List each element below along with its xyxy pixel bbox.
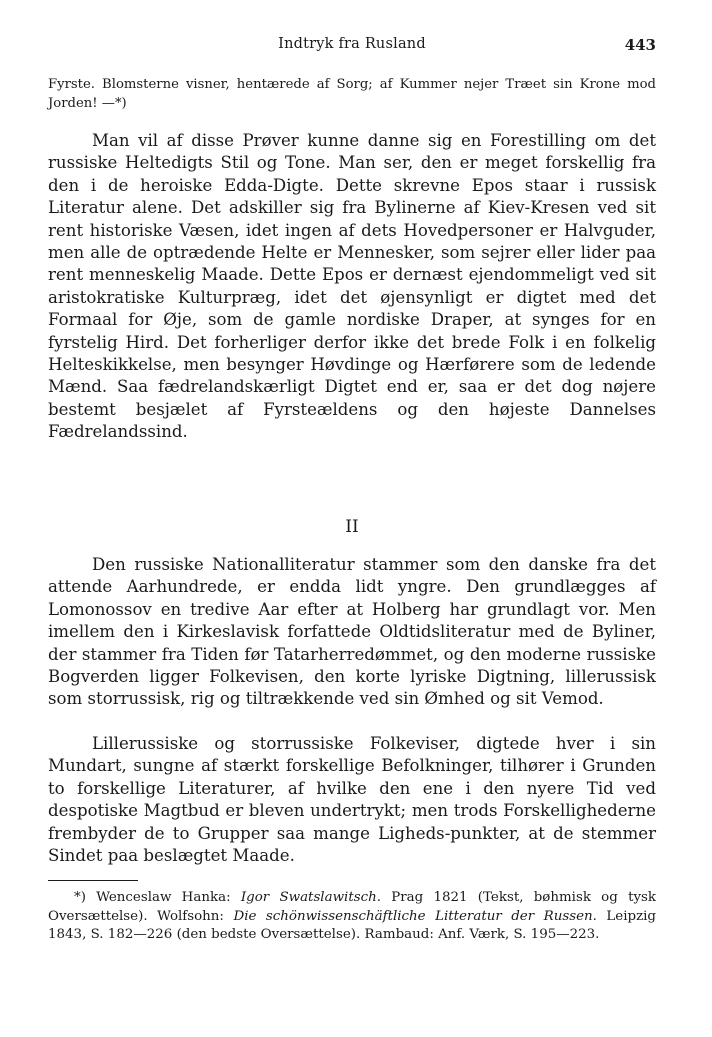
paragraph-2: Den russiske Nationalliteratur stammer som den danske fra det attende Aarhundrede, er endda lidt yngre. Den grundlægges af Lomonossov en tredive Aar efter at Holberg har grundlagt vor. Men imellem den i Kirkeslavisk forfattede Oldtidsliteratur med de Byliner, der stammer fra Tiden før Tatarherredømmet, og den moderne russiske Bogverden ligger Folkevisen, den korte lyriske Digtning, lillerussisk som storrussisk, rig og tiltrækkende ved sin Ømhed og sit Vemod. <box>48 555 656 709</box>
page-number: 443 <box>624 36 656 54</box>
section-numeral: II <box>345 517 359 537</box>
footnote-text: Prag 1821 (Tekst, bøhmisk og tysk Oversættelse). <box>48 890 657 924</box>
footnote <box>48 889 656 945</box>
footnote-title: Igor Swatslawitsch. <box>240 890 381 905</box>
footnote-author: Wolfsohn: <box>157 908 224 924</box>
running-title: Indtryk fra Rusland <box>278 36 426 52</box>
footnote-divider <box>48 880 138 881</box>
footnote-text: Anf. Værk, S. 195—223. <box>438 927 600 943</box>
footnote-marker: *) <box>74 890 86 905</box>
footnote-author: Rambaud: <box>364 927 434 943</box>
page-header <box>48 36 656 56</box>
paragraph-3: Lillerussiske og storrussiske Folkeviser, digtede hver i sin Mundart, sungne af stærkt forskellige Befolkninger, tilhører i Grunden to forskellige Literaturer, af hvilke den ene i den nyere Tid ved despotiske Magtbud er bleven undertrykt; men trods Forskellighederne frembyder de to Grupper saa mange Ligheds-punkter, at de stemmer Sindet paa beslægtet Maade. <box>48 734 656 866</box>
continuation-text: Fyrste. Blomsterne visner, hentærede af Sorg; af Kummer nejer Træet sin Krone mod Jorden! —*) <box>48 77 656 111</box>
paragraph-1: Man vil af disse Prøver kunne danne sig en Forestilling om det russiske Heltedigts Stil og Tone. Man ser, den er meget forskellig fra den i de heroiske Edda-Digte. Dette skrevne Epos staar i russisk Literatur alene. Det adskiller sig fra Bylinerne af Kiev-Kresen ved sit rent historiske Væsen, idet ingen af dets Hovedpersoner er Halvguder, men alle de optrædende Helte er Mennesker, som sejrer eller lider paa rent menneskelig Maade. Dette Epos er dernæst ejendommeligt ved sit aristokratiske Kulturpræg, idet det øjensynligt er digtet med det Formaal for Øje, som de gamle nordiske Draper, at synges for en fyrstelig Hird. Det forherliger derfor ikke det brede Folk i en folkelig Helteskikkelse, men besynger Høvdinge og Hærførere som de ledende Mænd. Saa fædrelandskærligt Digtet end er, saa er det dog nøjere bestemt besjælet af Fyrsteældens og den højeste Dannelses Fædrelandssind. <box>48 131 656 442</box>
footnote-title: Die schönwissenschäftliche Litteratur der Russen. <box>233 908 597 924</box>
footnote-text: Leipzig 1843, S. 182—226 (den bedste Oversættelse). <box>48 908 656 943</box>
footnote-author: Wenceslaw Hanka: <box>96 890 231 905</box>
